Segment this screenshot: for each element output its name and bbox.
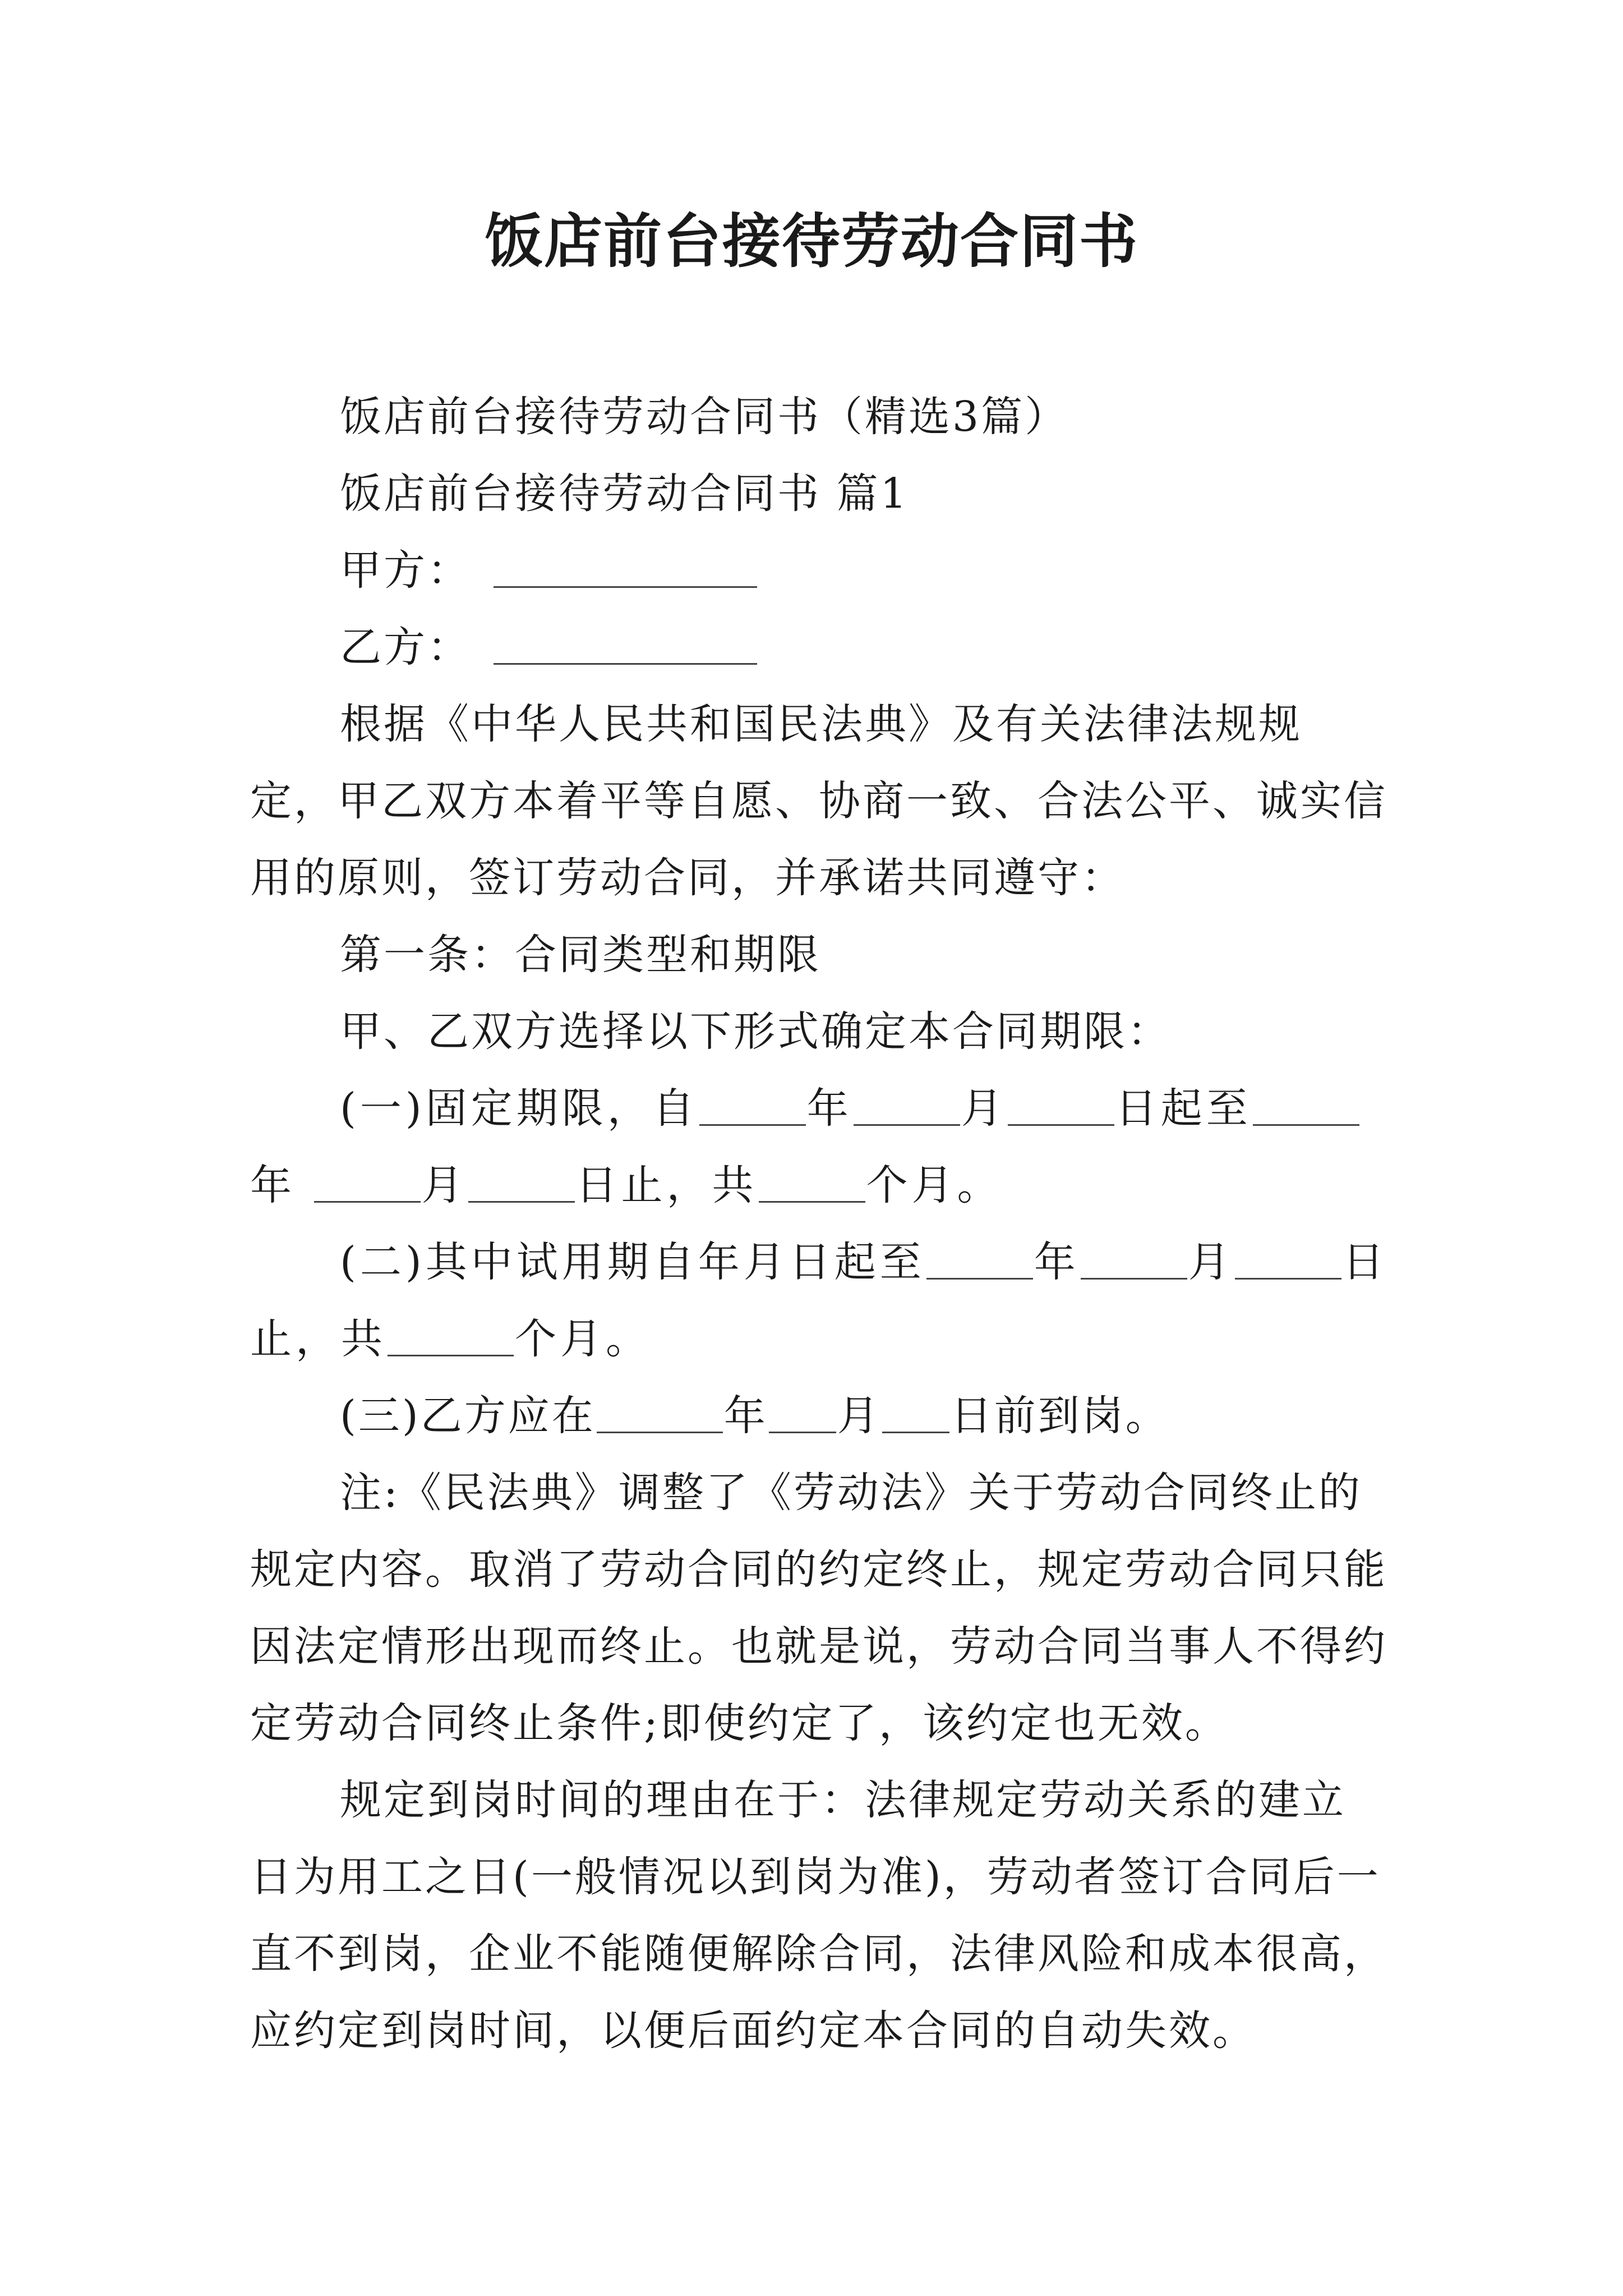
document-title: 饭店前台接待劳动合同书 [484,206,1138,275]
blank [388,1318,514,1356]
day-to-label: 日止，共 [575,1161,758,1209]
report-clause [250,1378,1389,1455]
section-heading: 饭店前台接待劳动合同书 篇1 [340,470,909,518]
months-suffix: 个月。 [515,1315,651,1363]
reason-paragraph: 规定到岗时间的理由在于：法律规定劳动关系的建立日为用工之日(一般情况以到岗为准)，劳动者签订合同后一直不到岗，企业不能随便解除合同，法律风险和成本很高，应约定到岗时间，以便后面约定本合同的自动失效。 [250,1776,1387,2055]
year-label: 年 [250,1161,296,1209]
subtitle: 饭店前台接待劳动合同书（精选3篇） [340,393,1069,441]
party-a-line [250,532,1389,609]
fixed-term-clause [250,1070,1389,1224]
fixed-term-prefix: (一)固定期限，自 [340,1084,698,1133]
month-label: 月 [1188,1238,1234,1286]
blank [1253,1087,1359,1126]
party-a-label: 甲方： [340,546,471,595]
report-prefix: (三)乙方应在 [340,1392,596,1440]
month-label: 月 [837,1392,881,1440]
blank [926,1241,1033,1280]
blank [699,1087,806,1126]
report-suffix: 日前到岗。 [950,1392,1169,1440]
probation-clause [250,1224,1389,1378]
party-b-label: 乙方： [340,623,471,671]
probation-prefix: (二)其中试用期自年月日起至 [340,1238,925,1286]
document-body [250,379,1389,2069]
party-a-blank [494,549,757,588]
party-b-line [250,609,1389,686]
year-label: 年 [806,1084,852,1133]
blank [759,1164,865,1203]
blank [1008,1087,1114,1126]
year-label: 年 [723,1392,768,1440]
day-label: 日止，共 [250,1238,1388,1363]
note-paragraph: 注:《民法典》调整了《劳动法》关于劳动合同终止的规定内容。取消了劳动合同的约定终止，规定劳动合同只能因法定情形出现而终止。也就是说，劳动合同当事人不得约定劳动合同终止条件;即使约定了，该约定也无效。 [250,1469,1387,1747]
article1-lead: 甲、乙双方选择以下形式确定本合同期限： [340,1007,1171,1056]
intro-paragraph: 根据《中华人民共和国民法典》及有关法律法规规定，甲乙双方本着平等自愿、协商一致、合法公平、诚实信用的原则，签订劳动合同，并承诺共同遵守： [250,700,1387,902]
month-label: 月 [961,1084,1007,1133]
blank [597,1395,723,1433]
blank [314,1164,421,1203]
day-from-label: 日起至 [1115,1084,1252,1133]
blank [769,1395,836,1433]
blank [1081,1241,1187,1280]
blank [882,1395,949,1433]
month-label: 月 [421,1161,467,1209]
article1-title: 第一条：合同类型和期限 [340,931,821,979]
year-label: 年 [1034,1238,1080,1286]
months-suffix: 个月。 [866,1161,1003,1209]
blank [468,1164,575,1203]
party-b-blank [494,626,757,665]
blank [854,1087,960,1126]
blank [1235,1241,1341,1280]
